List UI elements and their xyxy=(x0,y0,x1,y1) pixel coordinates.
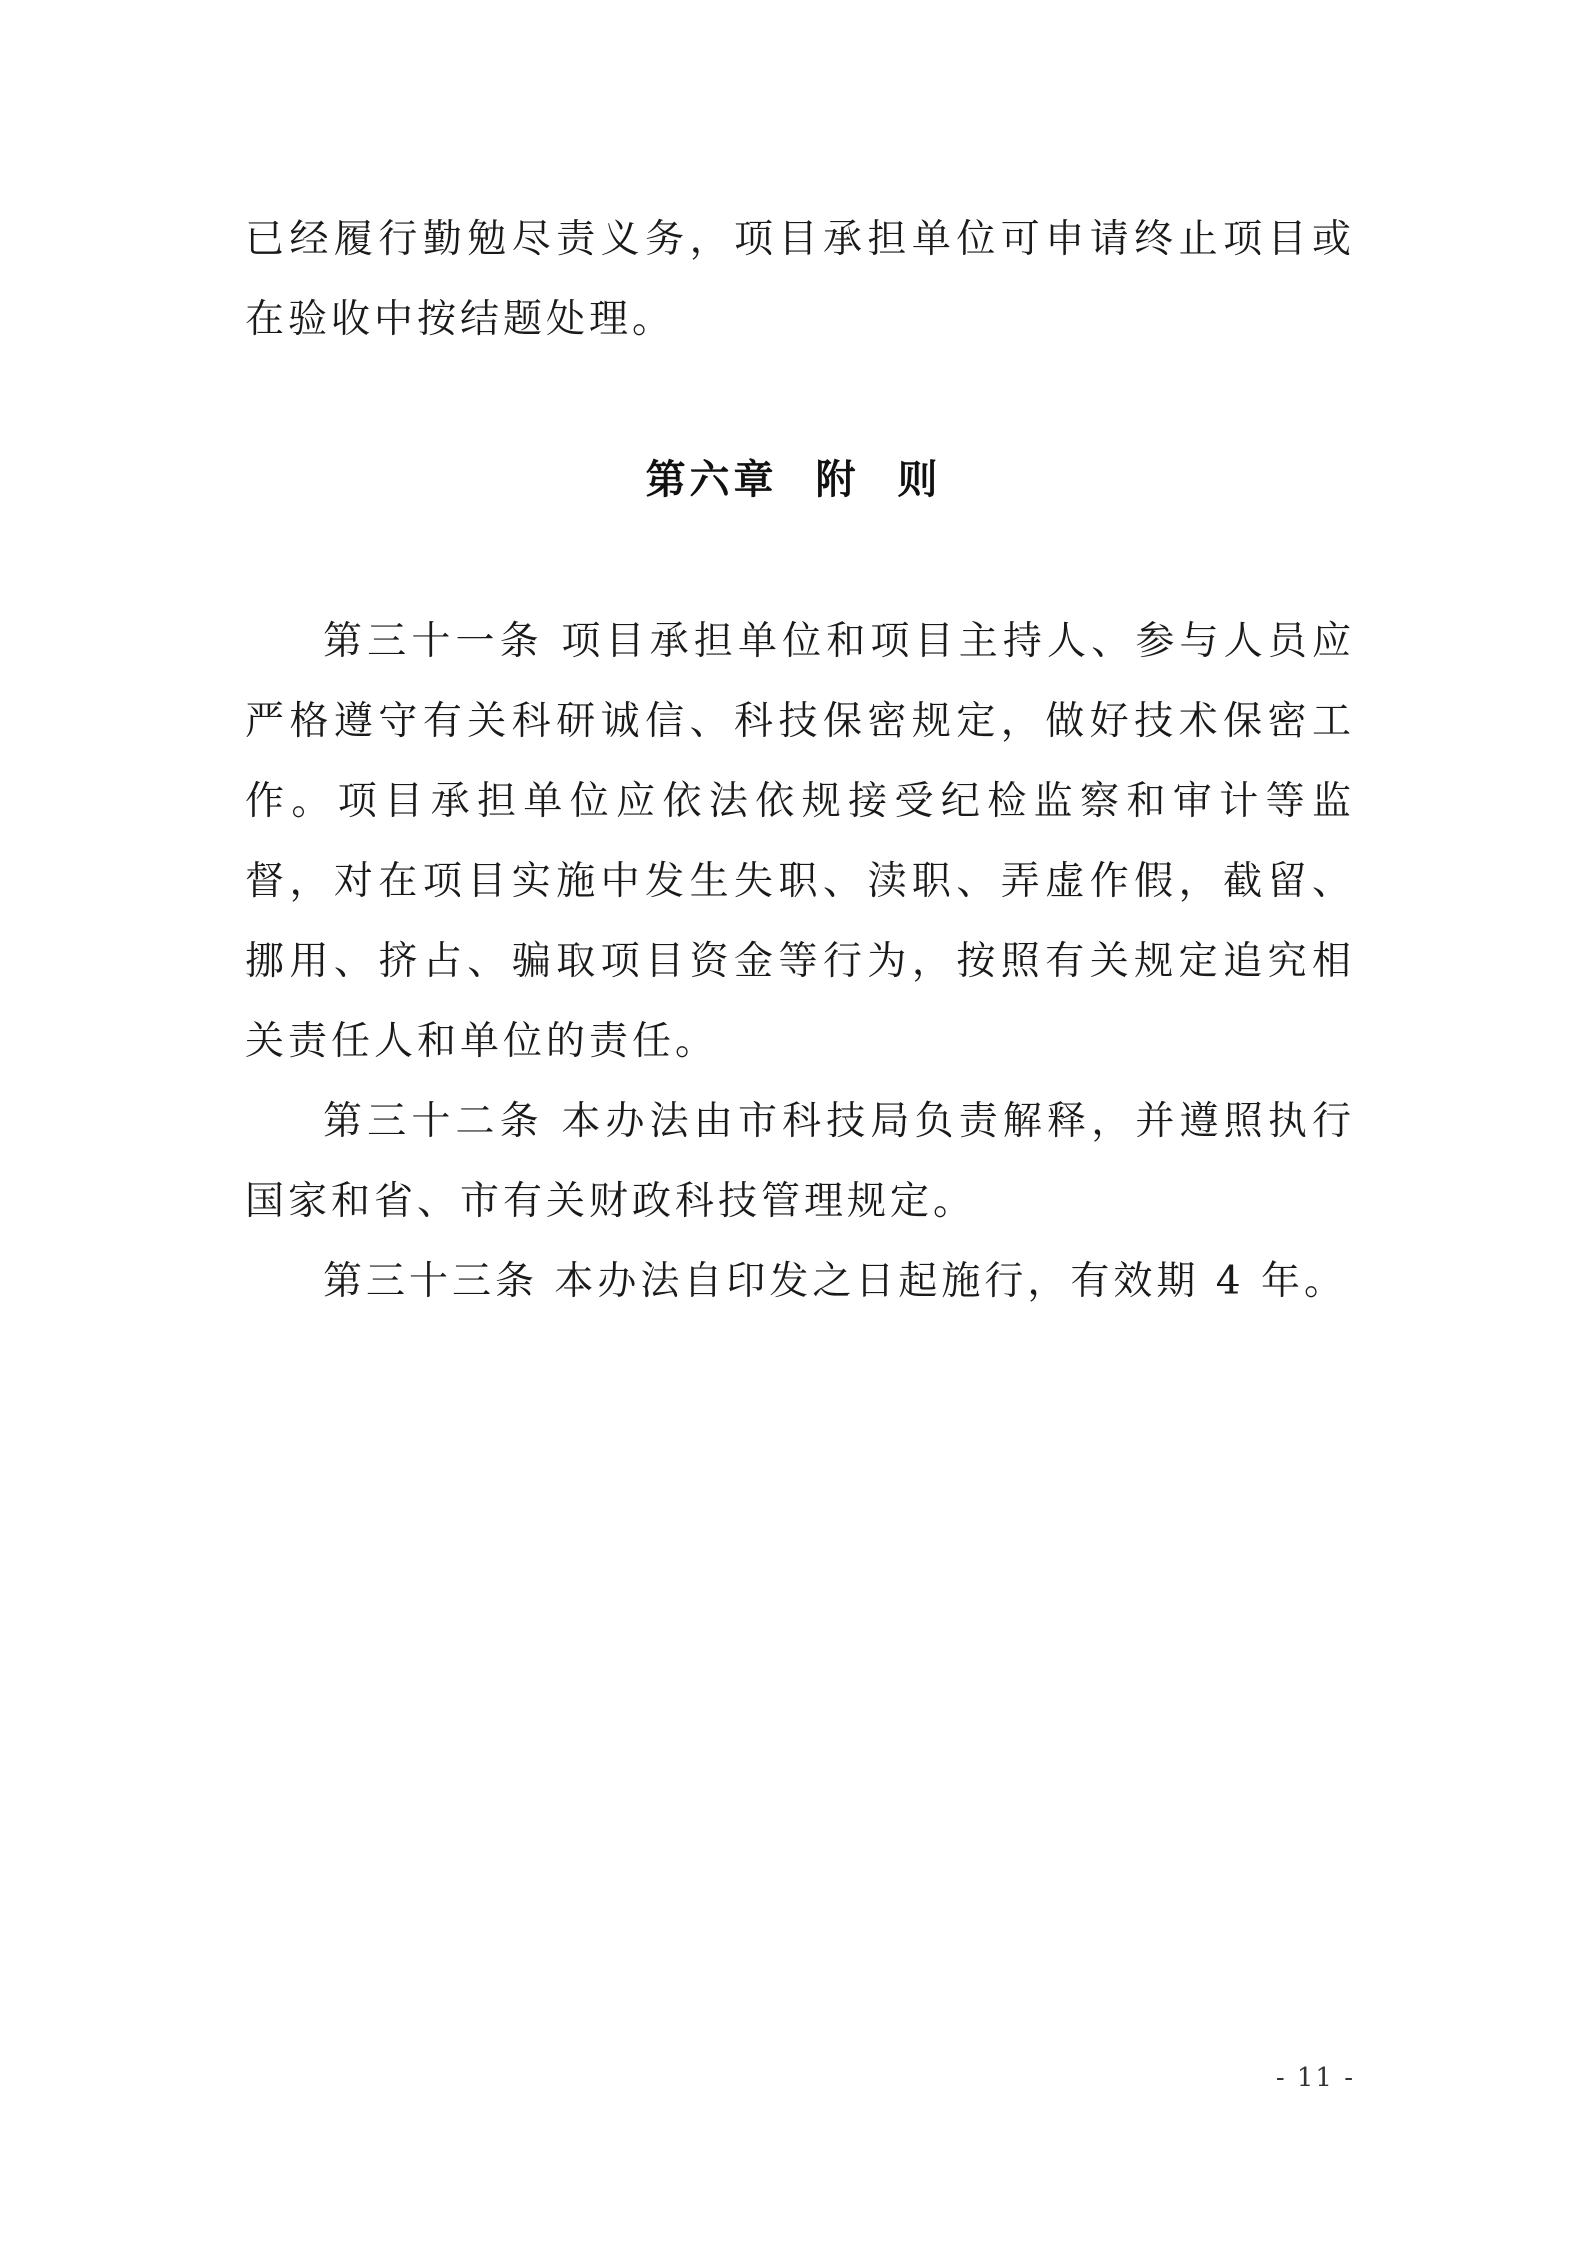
article-33: 第三十三条 本办法自印发之日起施行，有效期 4 年。 xyxy=(323,1259,1348,1304)
article-32: 第三十二条 本办法由市科技局负责解释，并遵照执行国家和省、市有关财政科技管理规定。 xyxy=(245,1099,1355,1224)
chapter-title: 第六章 附 则 xyxy=(645,457,942,503)
articles-block xyxy=(245,602,1355,1322)
article-31: 第三十一条 项目承担单位和项目主持人、参与人员应严格遵守有关科研诚信、科技保密规定，做好技术保密工作。项目承担单位应依法依规接受纪检监察和审计等监督，对在项目实施中发生失职、渎职、弄虚作假，截留、挪用、挤占、骗取项目资金等行为，按照有关规定追究相关责任人和单位的责任。 xyxy=(245,619,1355,1064)
continuation-block xyxy=(245,200,1355,360)
continuation-paragraph: 已经履行勤勉尽责义务，项目承担单位可申请终止项目或在验收中按结题处理。 xyxy=(245,217,1355,342)
page-number: - 11 - xyxy=(1275,2063,1355,2093)
